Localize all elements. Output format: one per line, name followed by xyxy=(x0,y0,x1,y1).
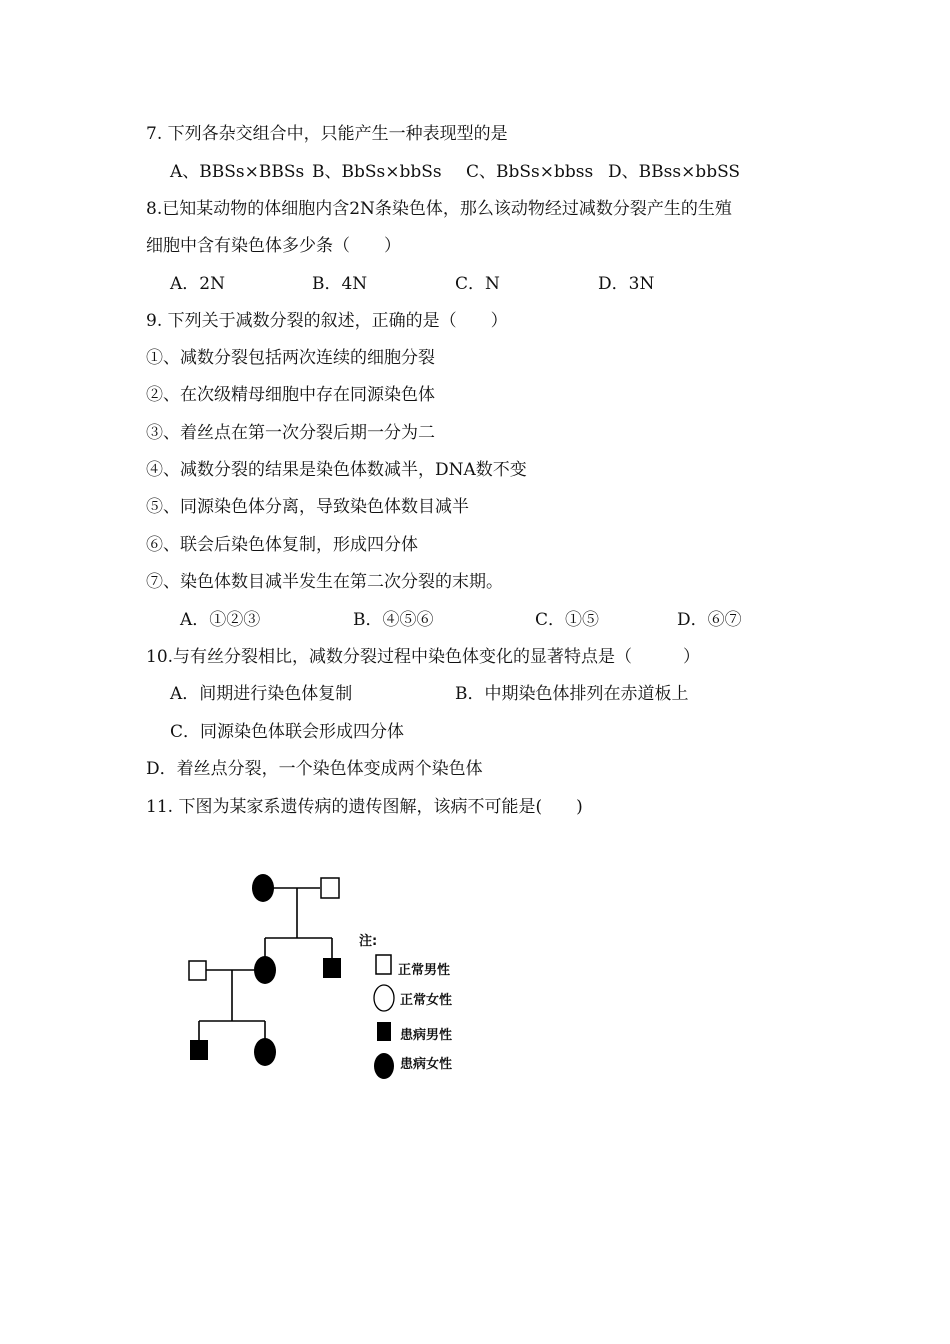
q9-statement-7: ⑦、染色体数目减半发生在第二次分裂的末期。 xyxy=(146,572,503,592)
gen1-normal-male xyxy=(321,878,339,898)
gen3-affected-female xyxy=(254,1038,276,1066)
legend-title: 注: xyxy=(359,934,378,949)
legend-open-circle-icon xyxy=(374,985,394,1011)
q8-option-c: C．N xyxy=(455,274,500,294)
legend-label-affected-female: 患病女性 xyxy=(400,1057,453,1072)
q11-stem: 11. 下图为某家系遗传病的遗传图解，该病不可能是( ) xyxy=(146,797,583,817)
q10-stem: 10.与有丝分裂相比，减数分裂过程中染色体变化的显著特点是（ ） xyxy=(146,647,701,667)
q10-option-a: A．间期进行染色体复制 xyxy=(170,684,353,704)
q9-option-a: A．①②③ xyxy=(180,610,261,630)
q8-option-a: A．2N xyxy=(170,274,225,294)
q9-statement-4: ④、减数分裂的结果是染色体数减半，DNA数不变 xyxy=(146,460,527,480)
q7-stem: 7. 下列各杂交组合中，只能产生一种表现型的是 xyxy=(146,124,508,144)
q9-statement-1: ①、减数分裂包括两次连续的细胞分裂 xyxy=(146,348,435,368)
q9-statement-6: ⑥、联会后染色体复制，形成四分体 xyxy=(146,535,418,555)
q8-option-d: D．3N xyxy=(598,274,655,294)
q9-option-c: C．①⑤ xyxy=(535,610,600,630)
q10-option-d: D．着丝点分裂，一个染色体变成两个染色体 xyxy=(146,759,483,779)
legend-label-normal-female: 正常女性 xyxy=(400,993,453,1008)
legend-label-normal-male: 正常男性 xyxy=(398,963,451,978)
gen2-affected-male xyxy=(323,958,341,978)
q9-stem: 9. 下列关于减数分裂的叙述，正确的是（ ） xyxy=(146,311,508,331)
q7-option-a: A、BBSs×BBSs xyxy=(170,162,305,182)
legend-filled-circle-icon xyxy=(374,1053,394,1079)
legend-filled-square-icon xyxy=(377,1022,391,1041)
gen1-affected-female xyxy=(252,874,274,902)
q9-statement-3: ③、着丝点在第一次分裂后期一分为二 xyxy=(146,423,435,443)
gen2-normal-male xyxy=(189,961,206,980)
q8-stem-line2: 细胞中含有染色体多少条（ ） xyxy=(146,236,401,256)
q10-option-b: B．中期染色体排列在赤道板上 xyxy=(455,684,689,704)
q9-statement-2: ②、在次级精母细胞中存在同源染色体 xyxy=(146,385,435,405)
q10-option-c: C．同源染色体联会形成四分体 xyxy=(170,722,405,742)
q8-option-b: B．4N xyxy=(312,274,368,294)
gen2-affected-female xyxy=(254,956,276,984)
q9-option-d: D．⑥⑦ xyxy=(677,610,742,630)
q9-option-b: B．④⑤⑥ xyxy=(353,610,434,630)
q7-option-b: B、BbSs×bbSs xyxy=(312,162,442,182)
q9-statement-5: ⑤、同源染色体分离，导致染色体数目减半 xyxy=(146,497,469,517)
q8-stem-line1: 8.已知某动物的体细胞内含2N条染色体，那么该动物经过减数分裂产生的生殖 xyxy=(146,199,732,219)
q7-option-d: D、BBss×bbSS xyxy=(608,162,741,182)
legend-open-square-icon xyxy=(376,955,391,974)
gen3-affected-male xyxy=(190,1040,208,1060)
q7-option-c: C、BbSs×bbss xyxy=(466,162,594,182)
legend-label-affected-male: 患病男性 xyxy=(400,1028,453,1043)
